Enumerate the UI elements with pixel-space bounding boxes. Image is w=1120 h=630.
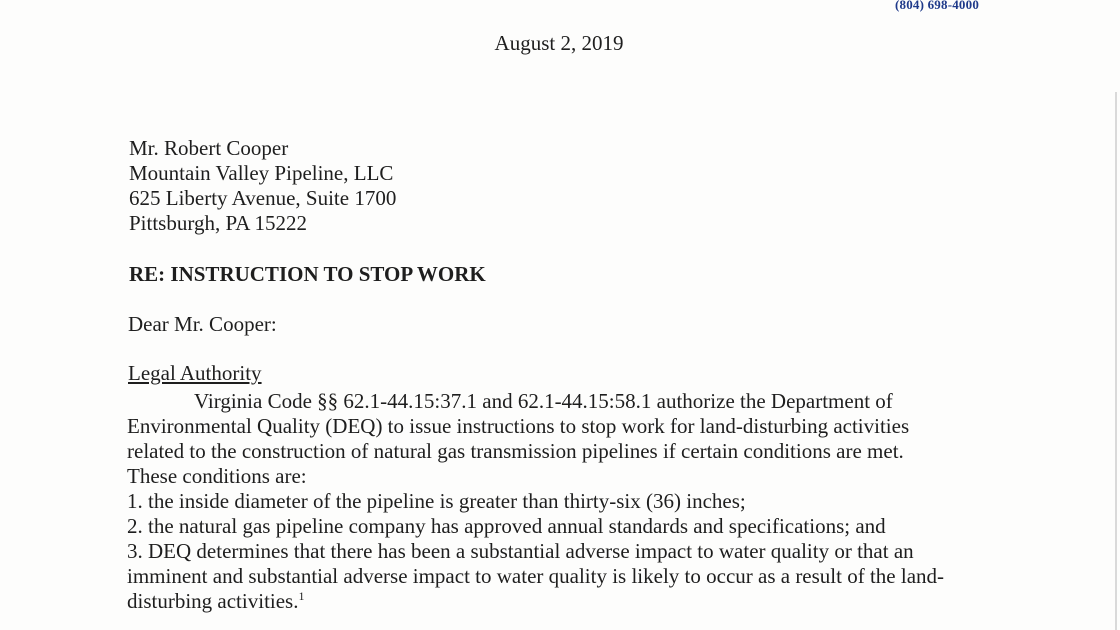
condition-item: 1. the inside diameter of the pipeline is greater than thirty-six (36) inches; xyxy=(127,489,746,513)
subject-line: RE: INSTRUCTION TO STOP WORK xyxy=(129,262,486,286)
recipient-address xyxy=(129,136,396,236)
recipient-name: Mr. Robert Cooper xyxy=(129,136,289,160)
body-line-text: disturbing activities. xyxy=(127,589,299,613)
body-line-last xyxy=(127,589,987,614)
body-line: These conditions are: xyxy=(127,464,307,488)
recipient-street: 625 Liberty Avenue, Suite 1700 xyxy=(129,186,397,210)
recipient-city-state-zip: Pittsburgh, PA 15222 xyxy=(129,211,307,235)
recipient-company: Mountain Valley Pipeline, LLC xyxy=(129,161,394,185)
salutation: Dear Mr. Cooper: xyxy=(128,312,277,336)
section-heading: Legal Authority xyxy=(128,361,262,385)
section-body xyxy=(127,389,987,614)
condition-item: 2. the natural gas pipeline company has approved annual standards and specifications; and xyxy=(127,514,886,538)
letterhead-phone: (804) 698-4000 xyxy=(895,0,980,12)
body-line: imminent and substantial adverse impact to water quality is likely to occur as a result of the land- xyxy=(127,564,945,588)
page-edge-divider xyxy=(1115,92,1117,630)
body-line: Environmental Quality (DEQ) to issue instructions to stop work for land-disturbing activities xyxy=(127,414,910,438)
body-line: related to the construction of natural gas transmission pipelines if certain conditions are met. xyxy=(127,439,904,463)
letter-date: August 2, 2019 xyxy=(494,31,624,55)
body-line: Virginia Code §§ 62.1-44.15:37.1 and 62.1-44.15:58.1 authorize the Department of xyxy=(194,389,893,413)
condition-item: 3. DEQ determines that there has been a substantial adverse impact to water quality or that an xyxy=(127,539,914,563)
footnote-marker[interactable]: 1 xyxy=(298,589,305,603)
